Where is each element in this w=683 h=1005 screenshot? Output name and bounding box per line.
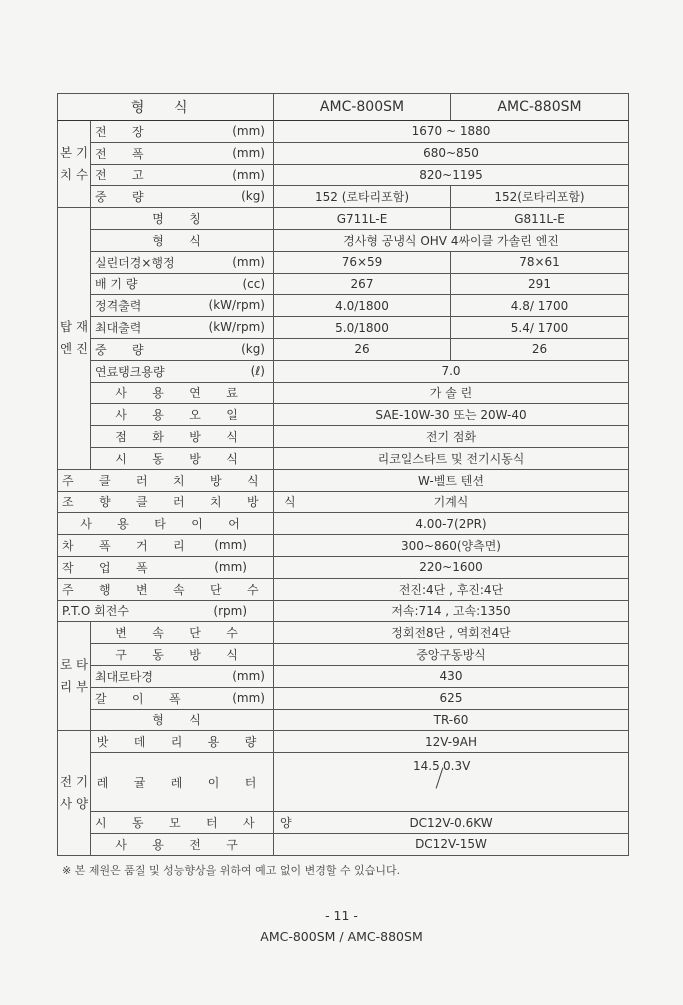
unit-text: (mm) — [214, 559, 247, 574]
spec-row — [58, 687, 629, 709]
row-value: 12V-9AH — [274, 731, 629, 753]
label-text: 전 장 — [95, 124, 155, 139]
spec-row — [58, 273, 629, 295]
row-value-model2: 152(로타리포함) — [451, 186, 629, 208]
spec-row — [58, 600, 629, 622]
row-value-model1: 5.0/1800 — [274, 317, 451, 339]
row-value: 전기 점화 — [274, 426, 629, 448]
row-value: 저속:714 , 고속:1350 — [274, 600, 629, 622]
unit-text: (rpm) — [213, 603, 247, 618]
row-label — [91, 121, 274, 143]
row-value-model2: 5.4/ 1700 — [451, 317, 629, 339]
row-label — [91, 251, 274, 273]
spec-row — [58, 229, 629, 251]
row-value-model1: 152 (로타리포함) — [274, 186, 451, 208]
header-row — [58, 94, 629, 121]
unit-text: (mm) — [232, 167, 265, 182]
group-label-body: 본 기 치 수 — [58, 121, 91, 208]
row-value-model1: 267 — [274, 273, 451, 295]
unit-text: (mm) — [214, 538, 247, 553]
row-value-model2: 78×61 — [451, 251, 629, 273]
spec-row — [58, 121, 629, 143]
row-label: 사 용 전 구 — [91, 833, 274, 855]
row-label: 시 동 모 터 사 양 — [91, 812, 274, 834]
row-value: DC12V-15W — [274, 833, 629, 855]
row-label — [58, 556, 274, 578]
spec-row — [58, 142, 629, 164]
page-number: - 11 - — [325, 908, 358, 923]
row-label: 주 클 러 치 방 식 — [58, 469, 274, 491]
row-value: 리코일스타트 및 전기시동식 — [274, 447, 629, 469]
row-label: 밧 데 리 용 량 — [91, 731, 274, 753]
row-value: 전진:4단 , 후진:4단 — [274, 578, 629, 600]
row-label — [91, 273, 274, 295]
row-value: W-벨트 텐션 — [274, 469, 629, 491]
label-text: 전 고 — [95, 168, 155, 183]
label-text: 중 량 — [95, 190, 155, 205]
row-label: 변 속 단 수 — [91, 622, 274, 644]
label-text: 실린더경×행정 — [95, 255, 175, 270]
regulator-tolerance: 0.3V — [443, 758, 471, 773]
row-label: 형 식 — [91, 709, 274, 731]
label-text: 정격출력 — [95, 299, 142, 314]
row-value: 정회전8단 , 역회전4단 — [274, 622, 629, 644]
row-value: 1670 ~ 1880 — [274, 121, 629, 143]
spec-row — [58, 360, 629, 382]
row-label: 사 용 연 료 — [91, 382, 274, 404]
row-value-model1: 76×59 — [274, 251, 451, 273]
label-text: 최대로타경 — [95, 669, 153, 684]
footer-model: AMC-800SM / AMC-880SM — [260, 929, 423, 944]
row-value: 7.0 — [274, 360, 629, 382]
spec-row — [58, 556, 629, 578]
row-value: SAE-10W-30 또는 20W-40 — [274, 404, 629, 426]
spec-row — [58, 513, 629, 535]
row-label — [58, 600, 274, 622]
spec-row — [58, 753, 629, 812]
group-label-engine: 탑 재 엔 진 — [58, 208, 91, 470]
unit-text: (cc) — [242, 276, 265, 291]
spec-row — [58, 164, 629, 186]
spec-row — [58, 447, 629, 469]
row-value-model1: 26 — [274, 338, 451, 360]
row-value: 625 — [274, 687, 629, 709]
label-text: 연료탱크용량 — [95, 364, 165, 379]
row-value: DC12V-0.6KW — [274, 812, 629, 834]
spec-row — [58, 186, 629, 208]
regulator-value — [391, 755, 511, 807]
spec-row — [58, 382, 629, 404]
header-label: 형 식 — [58, 94, 274, 121]
spec-row — [58, 251, 629, 273]
row-value: 680~850 — [274, 142, 629, 164]
unit-text: (mm) — [232, 690, 265, 705]
unit-text: (kg) — [241, 189, 265, 204]
row-label: 조 향 클 러 치 방 식 — [58, 491, 274, 513]
spec-row — [58, 833, 629, 855]
row-label: 형 식 — [91, 229, 274, 251]
row-value-model2: 4.8/ 1700 — [451, 295, 629, 317]
header-model1: AMC-800SM — [274, 94, 451, 121]
unit-text: (mm) — [232, 254, 265, 269]
row-label — [91, 360, 274, 382]
row-label — [91, 295, 274, 317]
row-value: 300~860(양측면) — [274, 535, 629, 557]
row-label — [91, 164, 274, 186]
row-value — [274, 753, 629, 812]
row-label: 점 화 방 식 — [91, 426, 274, 448]
spec-row — [58, 404, 629, 426]
label-text: 최대출력 — [95, 321, 142, 336]
row-label — [91, 687, 274, 709]
row-label — [58, 535, 274, 557]
spec-row — [58, 622, 629, 644]
label-text: 배 기 량 — [95, 277, 138, 292]
row-label — [91, 142, 274, 164]
footnote: ※ 본 제원은 품질 및 성능향상을 위하여 예고 없이 변경할 수 있습니다. — [62, 864, 401, 877]
spec-row — [58, 731, 629, 753]
row-value: 4.00-7(2PR) — [274, 513, 629, 535]
row-value-model2: 291 — [451, 273, 629, 295]
spec-row — [58, 426, 629, 448]
row-value-model2: G811L-E — [451, 208, 629, 230]
row-label — [91, 317, 274, 339]
spec-row — [58, 338, 629, 360]
unit-text: (mm) — [232, 668, 265, 683]
spec-row — [58, 469, 629, 491]
row-value: 중앙구동방식 — [274, 644, 629, 666]
unit-text: (kW/rpm) — [208, 320, 265, 335]
group-label-elec: 전 기 사 양 — [58, 731, 91, 855]
spec-row — [58, 644, 629, 666]
row-value: 220~1600 — [274, 556, 629, 578]
spec-row — [58, 491, 629, 513]
label-text: P.T.O 회전수 — [62, 604, 129, 619]
unit-text: (kW/rpm) — [208, 298, 265, 313]
spec-table — [57, 93, 629, 856]
row-label: 사 용 오 일 — [91, 404, 274, 426]
spec-row — [58, 812, 629, 834]
label-text: 작 업 폭 — [62, 560, 159, 575]
spec-row — [58, 295, 629, 317]
row-value: 430 — [274, 665, 629, 687]
spec-row — [58, 208, 629, 230]
unit-text: (kg) — [241, 341, 265, 356]
unit-text: (mm) — [232, 145, 265, 160]
unit-text: (ℓ) — [250, 363, 265, 378]
row-value: TR-60 — [274, 709, 629, 731]
row-value: 경사형 공냉식 OHV 4싸이클 가솔린 엔진 — [274, 229, 629, 251]
row-label: 사 용 타 이 어 — [58, 513, 274, 535]
label-text: 차 폭 거 리 — [62, 539, 196, 554]
label-text: 전 폭 — [95, 146, 155, 161]
spec-row — [58, 709, 629, 731]
row-label: 주 행 변 속 단 수 — [58, 578, 274, 600]
row-value-model1: G711L-E — [274, 208, 451, 230]
row-value-model1: 4.0/1800 — [274, 295, 451, 317]
row-label: 구 동 방 식 — [91, 644, 274, 666]
row-label: 시 동 방 식 — [91, 447, 274, 469]
spec-row — [58, 665, 629, 687]
spec-row — [58, 317, 629, 339]
row-label — [91, 338, 274, 360]
label-text: 중 량 — [95, 342, 155, 357]
row-label — [91, 186, 274, 208]
row-label: 명 칭 — [91, 208, 274, 230]
spec-row — [58, 578, 629, 600]
row-value: 가 솔 린 — [274, 382, 629, 404]
row-label — [91, 665, 274, 687]
header-model2: AMC-880SM — [451, 94, 629, 121]
spec-row — [58, 535, 629, 557]
regulator-voltage: 14.5 — [413, 758, 440, 773]
unit-text: (mm) — [232, 124, 265, 138]
row-value-model2: 26 — [451, 338, 629, 360]
row-value: 기계식 — [274, 491, 629, 513]
row-value: 820~1195 — [274, 164, 629, 186]
group-label-rotary: 로 타 리 부 — [58, 622, 91, 731]
row-label: 레 귤 레 이 터 — [91, 753, 274, 812]
label-text: 갈 이 폭 — [95, 691, 192, 706]
